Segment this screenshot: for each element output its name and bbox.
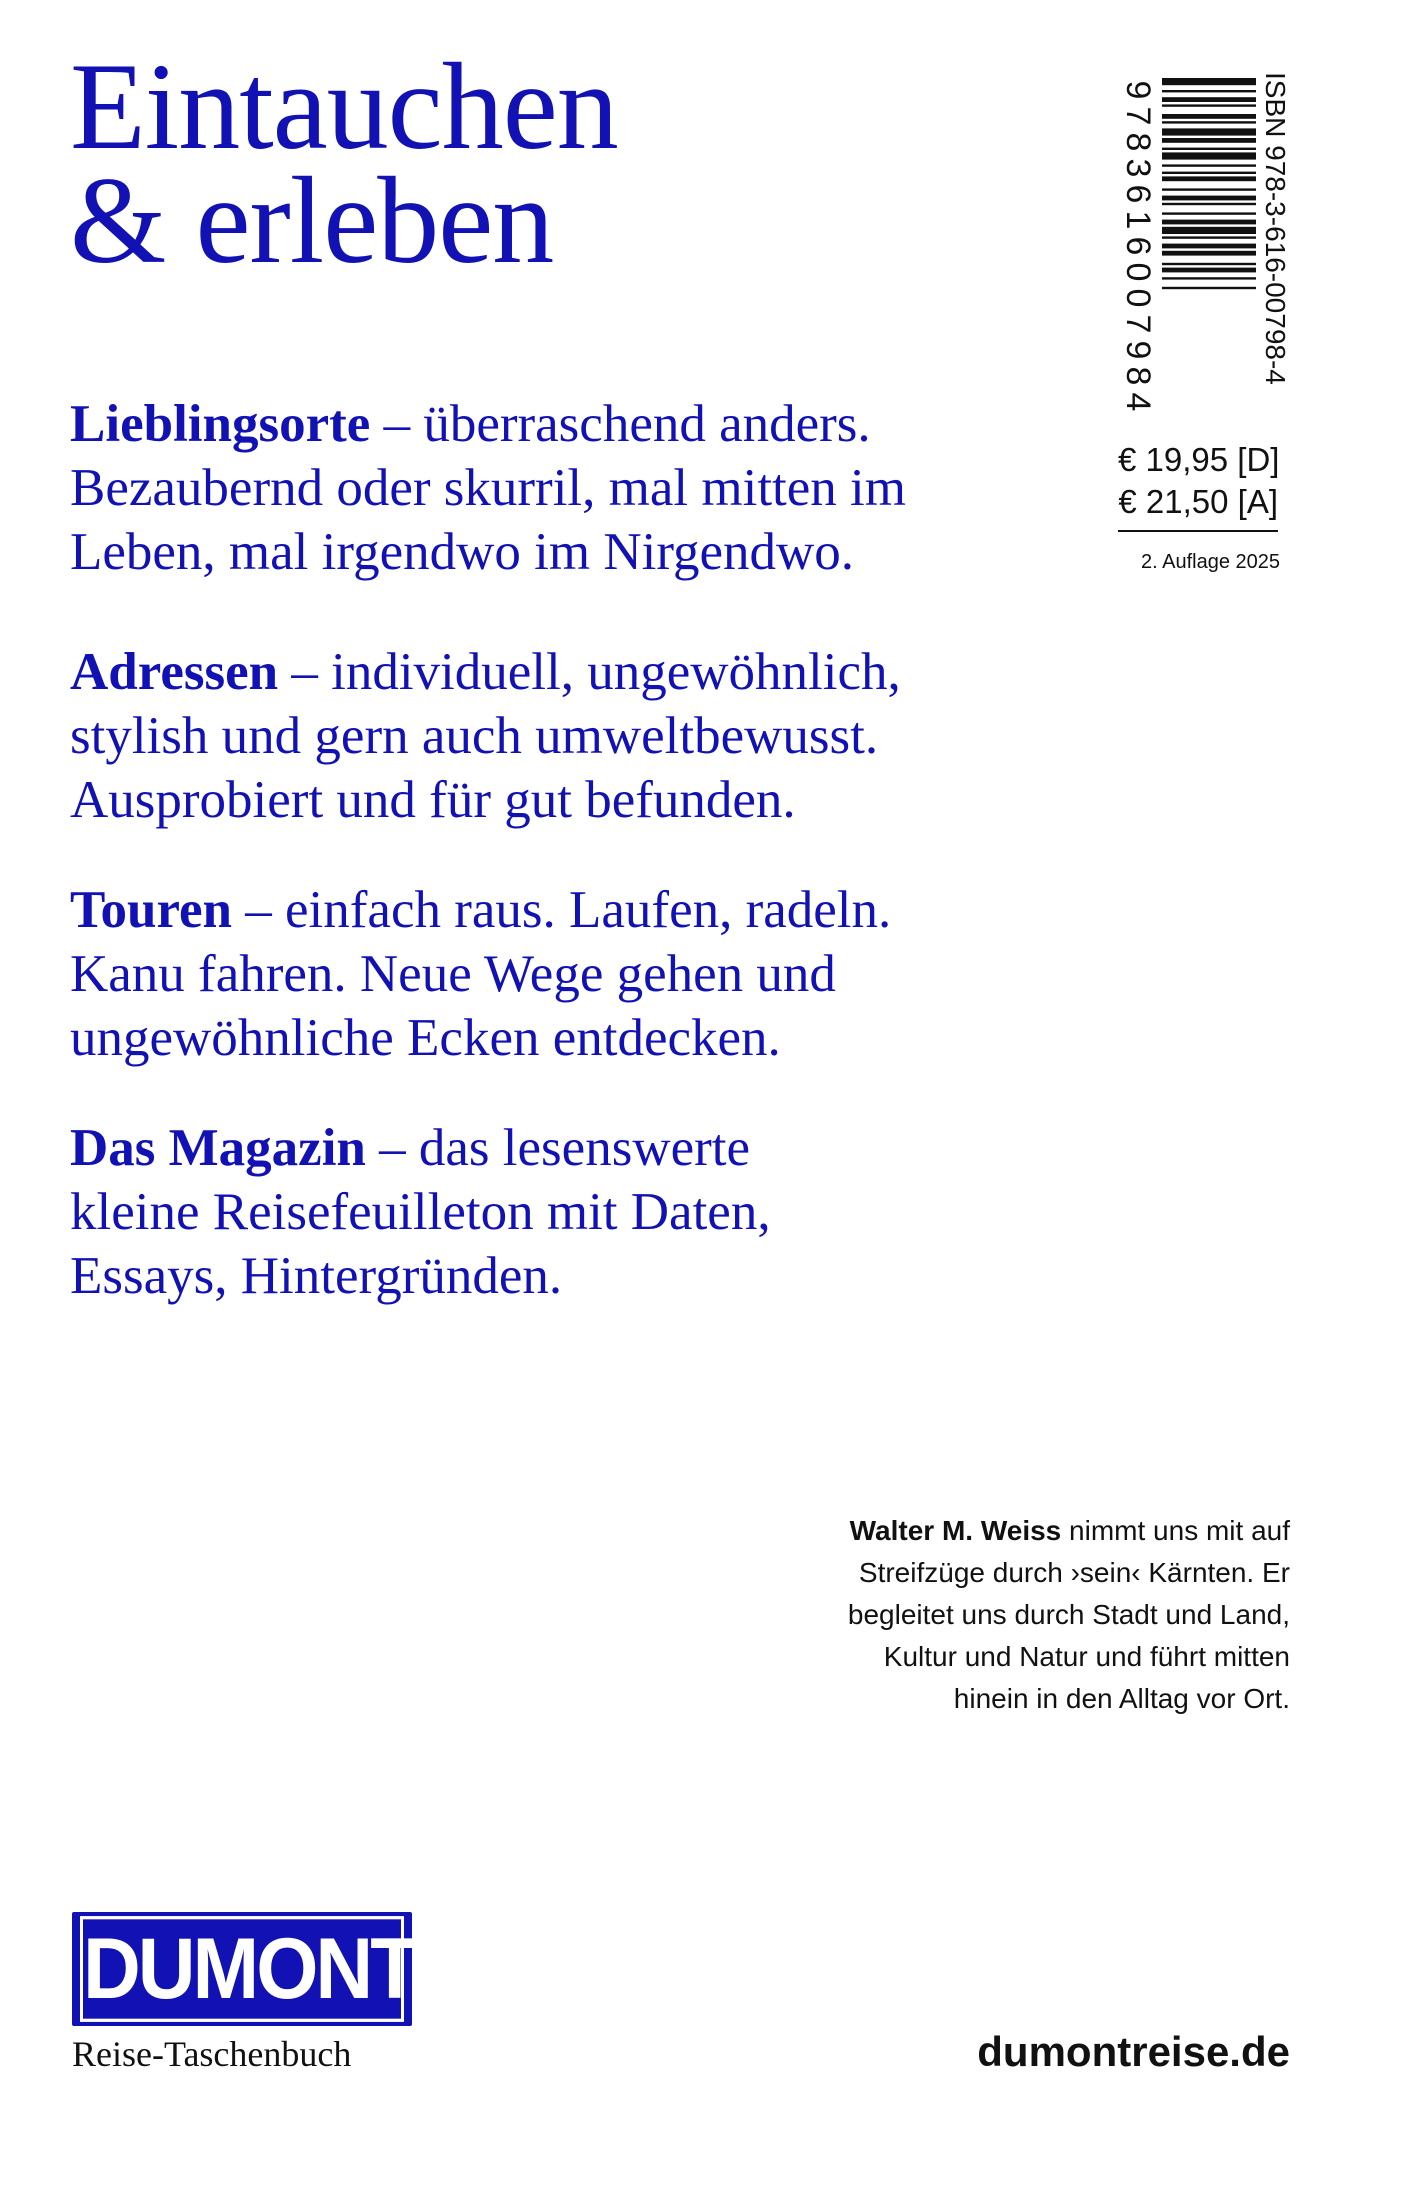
dumont-logo <box>72 1912 417 2026</box>
section-text-line: Bezaubernd oder skurril, mal mitten im <box>70 459 906 517</box>
barcode-bar <box>1162 90 1256 92</box>
barcode-digit: 3 <box>1119 158 1157 178</box>
section-heading: Lieblingsorte <box>70 395 371 453</box>
page-title <box>70 38 970 289</box>
barcode-bar <box>1162 78 1256 85</box>
section-text-line: Ausprobiert und für gut befunden. <box>70 771 796 829</box>
barcode-bar <box>1162 263 1256 265</box>
barcode-digit: 4 <box>1119 392 1157 412</box>
section-tagline: – das lesenswerte <box>365 1119 751 1177</box>
section-heading: Touren <box>70 881 233 939</box>
logo-text: DUMONT <box>80 1916 404 2022</box>
barcode-bar <box>1162 172 1256 174</box>
section-text-line: kleine Reisefeuilleton mit Daten, <box>70 1183 771 1241</box>
section-text-line: Leben, mal irgendwo im Nirgendwo. <box>70 523 855 581</box>
barcode-bar <box>1162 121 1256 123</box>
barcode-bar <box>1162 236 1256 238</box>
barcode-bar <box>1162 277 1256 279</box>
author-text-line: Kultur und Natur und führt mitten <box>883 1641 1290 1672</box>
website-url: dumontreise.de <box>977 2028 1290 2075</box>
author-blurb <box>740 1510 1290 1720</box>
section-touren <box>70 878 1030 1070</box>
section-tagline: – überraschend anders. <box>370 395 871 453</box>
barcode-digit: 9 <box>1119 340 1157 360</box>
barcode-bar <box>1162 104 1256 106</box>
barcode-bar <box>1162 114 1256 119</box>
barcode-bar <box>1162 164 1256 166</box>
barcode-digit: 7 <box>1119 106 1157 126</box>
barcode-bar <box>1162 268 1256 273</box>
barcode-digit: 1 <box>1119 210 1157 230</box>
barcode-digits <box>1118 72 1158 417</box>
edition-note: 2. Auflage 2025 <box>1140 551 1280 573</box>
barcode-bar <box>1162 152 1256 159</box>
barcode-bar <box>1162 251 1256 256</box>
barcode-bar <box>1162 97 1256 102</box>
section-text-line: Kanu fahren. Neue Wege gehen und <box>70 945 836 1003</box>
barcode-digit: 9 <box>1119 80 1157 100</box>
price-divider <box>1118 530 1278 532</box>
barcode-bar <box>1162 138 1256 143</box>
title-line-1: Eintauchen <box>70 38 618 175</box>
barcode-bar <box>1162 176 1256 181</box>
barcode-digit: 8 <box>1119 132 1157 152</box>
author-text-line: Streifzüge durch ›sein‹ Kärnten. Er <box>858 1557 1290 1588</box>
barcode-bar <box>1162 128 1256 135</box>
section-lieblingsorte <box>70 392 1030 584</box>
author-name: Walter M. Weiss <box>849 1515 1062 1546</box>
barcode-digit: 0 <box>1119 262 1157 282</box>
barcode-bar <box>1162 287 1256 289</box>
barcode-digit: 7 <box>1119 314 1157 334</box>
section-text-line: Essays, Hintergründen. <box>70 1247 563 1305</box>
price-austria: € 21,50 [A] <box>1118 483 1278 520</box>
section-text-line: ungewöhnliche Ecken entdecken. <box>70 1009 781 1067</box>
author-text-line: begleitet uns durch Stadt und Land, <box>847 1599 1290 1630</box>
section-text-line: stylish und gern auch umweltbewusst. <box>70 707 879 765</box>
section-heading: Das Magazin <box>70 1119 366 1177</box>
author-text-line: hinein in den Alltag vor Ort. <box>953 1683 1290 1714</box>
section-tagline: – individuell, ungewöhnlich, <box>278 643 901 701</box>
barcode-digit: 6 <box>1119 236 1157 256</box>
author-text: nimmt uns mit auf <box>1061 1515 1290 1546</box>
section-heading: Adressen <box>70 643 279 701</box>
logo-subtitle: Reise-Taschenbuch <box>72 2034 352 2074</box>
barcode-bar <box>1162 227 1256 234</box>
price-germany: € 19,95 [D] <box>1118 441 1280 478</box>
section-tagline: – einfach raus. Laufen, radeln. <box>232 881 892 939</box>
barcode-bar <box>1162 188 1256 190</box>
barcode-digit: 6 <box>1119 184 1157 204</box>
title-line-2: & erleben <box>70 152 554 289</box>
barcode-bars <box>1162 78 1256 289</box>
barcode-bar <box>1162 212 1256 214</box>
section-magazin <box>70 1116 1030 1308</box>
isbn-number: ISBN 978-3-616-00798-4 <box>1260 72 1291 385</box>
barcode-digit: 8 <box>1119 366 1157 386</box>
section-adressen <box>70 640 1030 832</box>
barcode-digit: 0 <box>1119 288 1157 308</box>
barcode-bar <box>1162 244 1256 249</box>
barcode-bar <box>1162 148 1256 150</box>
barcode-bar <box>1162 220 1256 225</box>
barcode-bar <box>1162 203 1256 205</box>
barcode-bar <box>1162 196 1256 201</box>
